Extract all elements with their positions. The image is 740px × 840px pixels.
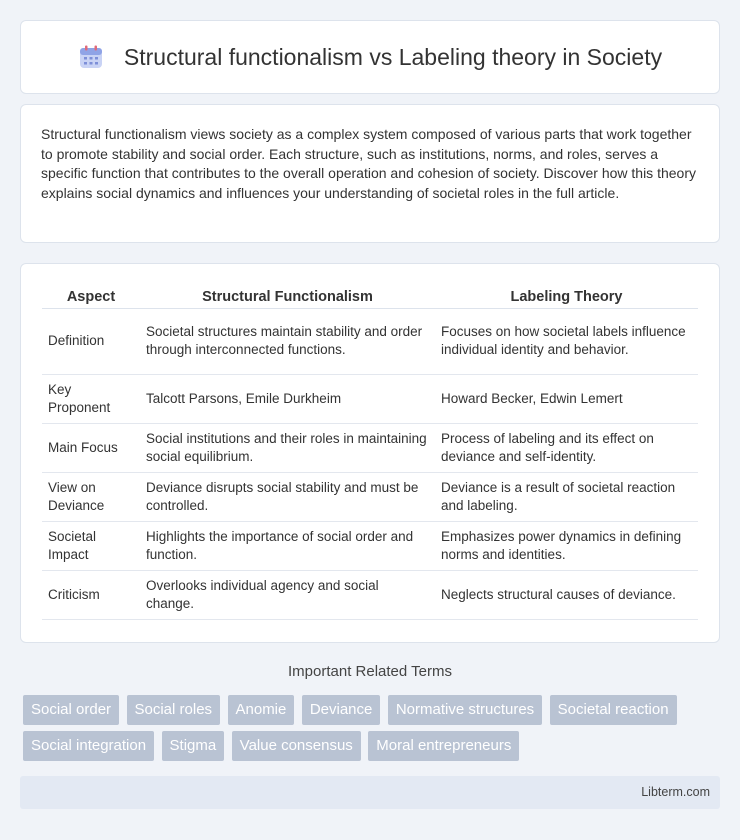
calendar-icon [78,44,104,70]
table-cell: Definition [42,308,140,374]
table-cell: Emphasizes power dynamics in defining norms and identities. [435,521,698,570]
page-title: Structural functionalism vs Labeling theory in Society [123,43,663,70]
table-cell: Main Focus [42,423,140,472]
table-cell: Deviance is a result of societal reaction and labeling. [435,472,698,521]
footer-site-link[interactable]: Libterm.com [641,785,710,799]
table-cell: Focuses on how societal labels influence individual identity and behavior. [435,308,698,374]
comparison-card [20,263,720,643]
table-row [42,570,698,619]
tag-deviance[interactable]: Deviance [302,695,381,725]
tag-social-integration[interactable]: Social integration [23,731,154,761]
footer [20,776,720,809]
tag-social-roles[interactable]: Social roles [127,695,221,725]
table-cell: Societal structures maintain stability and order through interconnected functions. [140,308,435,374]
tag-normative-structures[interactable]: Normative structures [388,695,542,725]
tag-anomie[interactable]: Anomie [228,695,295,725]
intro-text: Structural functionalism views society as a complex system composed of various parts that work together to promote stability and social order. Each structure, such as institutions, norms, and roles, serves a specific function that contributes to the overall operation and cohesion of society. Discover how this theory explains social dynamics and influences your understanding of societal roles in the full article. [41,126,696,201]
table-cell: Neglects structural causes of deviance. [435,570,698,619]
table-row [42,374,698,423]
tag-value-consensus[interactable]: Value consensus [232,731,361,761]
table-cell: Overlooks individual agency and social change. [140,570,435,619]
related-terms-title: Important Related Terms [288,663,452,680]
table-cell: Process of labeling and its effect on deviance and self-identity. [435,423,698,472]
table-row [42,423,698,472]
tag-societal-reaction[interactable]: Societal reaction [550,695,677,725]
table-header-row [42,284,698,308]
table-cell: View on Deviance [42,472,140,521]
table-cell: Highlights the importance of social order and function. [140,521,435,570]
tag-social-order[interactable]: Social order [23,695,119,725]
table-cell: Talcott Parsons, Emile Durkheim [140,374,435,423]
table-cell: Criticism [42,570,140,619]
table-row [42,472,698,521]
tag-moral-entrepreneurs[interactable]: Moral entrepreneurs [368,731,519,761]
table-cell: Howard Becker, Edwin Lemert [435,374,698,423]
column-header: Labeling Theory [435,284,698,308]
table-cell: Key Proponent [42,374,140,423]
table-cell: Societal Impact [42,521,140,570]
table-cell: Deviance disrupts social stability and must be controlled. [140,472,435,521]
table-row [42,308,698,374]
column-header: Structural Functionalism [140,284,435,308]
tag-stigma[interactable]: Stigma [162,731,225,761]
table-cell: Social institutions and their roles in maintaining social equilibrium. [140,423,435,472]
header-card [20,20,720,94]
column-header: Aspect [42,284,140,308]
table-row [42,521,698,570]
related-terms-list [23,695,723,767]
intro-card [20,104,720,243]
comparison-table [42,284,698,620]
